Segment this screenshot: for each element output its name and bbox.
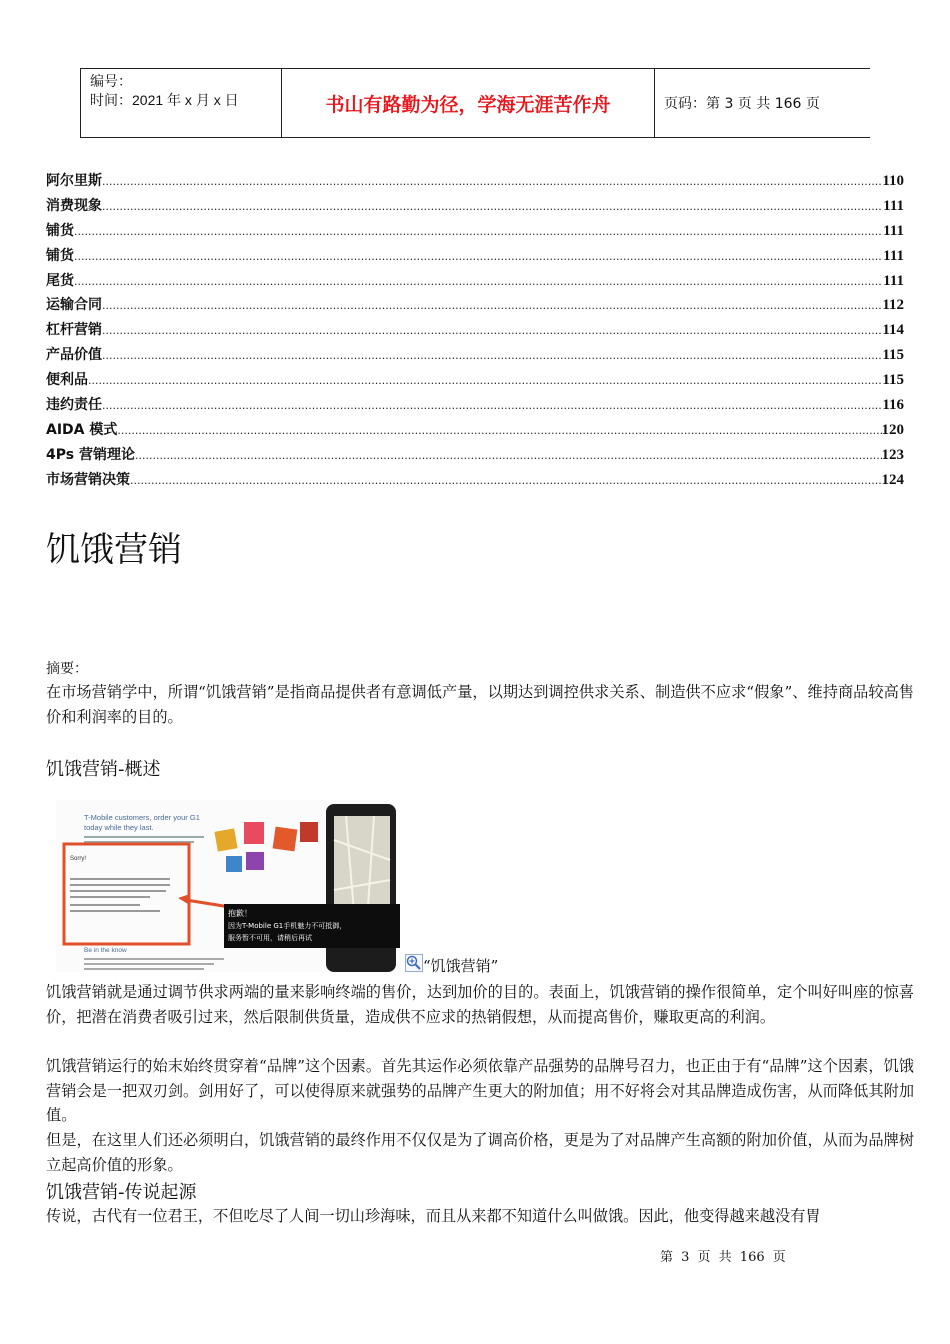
page-footer: 第 3 页 共 166 页 (660, 1250, 786, 1265)
paragraph-1: 饥饿营销就是通过调节供求两端的量来影响终端的售价，达到加价的目的。表面上，饥饿营销的操作很简单，定个叫好叫座的惊喜价，把潜在消费者吸引过来，然后限制供货量，造成供不应求的热销假想，从而提高售价，赚取更高的利润。 (46, 983, 914, 1026)
toc-leader-dots (102, 347, 882, 363)
toc-entry[interactable] (46, 270, 904, 295)
toc-entry[interactable] (46, 245, 904, 270)
toc-entry-page: 111 (883, 247, 904, 264)
figure-text-sorry: Sorry! (70, 856, 87, 862)
toc-entry-title: 产品价值 (46, 347, 102, 364)
header-page-info: 页码：第 3 页 共 166 页 (664, 96, 820, 112)
toc-entry-page: 124 (881, 471, 904, 488)
toc-entry-title: 4Ps 营销理论 (46, 446, 135, 463)
toc-entry[interactable] (46, 419, 904, 444)
toc-leader-dots (117, 422, 881, 438)
section-heading-overview: 饥饿营销-概述 (46, 759, 161, 780)
toc-leader-dots (135, 447, 882, 463)
toc-entry-title: 铺货 (46, 222, 74, 239)
toc-entry-title: 铺货 (46, 247, 74, 264)
figure-cn-line1: 抱歉！ (228, 909, 252, 918)
figure-caption: “饥饿营销” (423, 957, 499, 975)
toc-entry[interactable] (46, 394, 904, 419)
toc-leader-dots (88, 372, 882, 388)
toc-leader-dots (74, 223, 883, 239)
toc-leader-dots (130, 472, 882, 488)
paragraph-4: 传说，古代有一位君王，不但吃尽了人间一切山珍海味，而且从来都不知道什么叫做饿。因此，他变得越来越没有胃 (46, 1207, 821, 1225)
toc-entry-page: 123 (881, 446, 904, 463)
toc-entry[interactable] (46, 195, 904, 220)
toc-entry[interactable] (46, 319, 904, 344)
toc-entry-title: AIDA 模式 (46, 421, 118, 438)
toc-entry-title: 杠杆营销 (46, 322, 102, 339)
toc-entry[interactable] (46, 294, 904, 319)
toc-entry-title: 便利品 (46, 372, 88, 389)
toc-entry-page: 110 (882, 173, 904, 189)
table-of-contents (46, 170, 904, 494)
toc-entry-page: 111 (883, 272, 904, 289)
header-motto: 书山有路勤为径，学海无涯苦作舟 (282, 69, 655, 137)
zoom-in-icon[interactable] (405, 954, 423, 972)
figure-text-known: Be in the know (84, 947, 127, 954)
toc-entry-page: 112 (882, 297, 904, 314)
number-label: 编号： (90, 73, 132, 89)
toc-entry[interactable] (46, 444, 904, 469)
toc-entry[interactable] (46, 220, 904, 245)
toc-entry[interactable] (46, 170, 904, 195)
article-figure (56, 800, 400, 972)
article-title: 饥饿营销 (46, 530, 182, 570)
toc-entry-page: 120 (881, 421, 904, 438)
abstract-text: 在市场营销学中，所谓“饥饿营销”是指商品提供者有意调低产量，以期达到调控供求关系、制造供不应求“假象”、维持商品较高售价和利润率的目的。 (46, 683, 914, 726)
toc-entry-title: 运输合同 (46, 297, 102, 314)
time-label: 时间：2021 年 x 月 x 日 (90, 92, 239, 108)
toc-entry-page: 114 (882, 322, 904, 339)
toc-leader-dots (102, 322, 882, 338)
toc-entry[interactable] (46, 469, 904, 494)
toc-entry-title: 阿尔里斯 (46, 173, 102, 189)
toc-entry-page: 115 (882, 372, 904, 389)
paragraph-2: 饥饿营销运行的始末始终贯穿着“品牌”这个因素。首先其运作必须依靠产品强势的品牌号召力，也正由于有“品牌”这个因素，饥饿营销会是一把双刃剑。剑用好了，可以使得原来就强势的品牌产生更大的附加值；用不好将会对其品牌造成伤害，从而降低其附加值。 (46, 1057, 914, 1124)
header-meta (80, 69, 282, 137)
toc-entry-title: 尾货 (46, 272, 74, 289)
figure-cn-line3: 服务暂不可用，请稍后再试 (228, 934, 312, 942)
toc-entry[interactable] (46, 344, 904, 369)
abstract-label: 摘要： (46, 661, 88, 677)
page-header (80, 68, 870, 138)
toc-leader-dots (102, 198, 883, 214)
tmobile-g1-image (56, 800, 400, 972)
toc-entry-title: 市场营销决策 (46, 471, 130, 488)
toc-entry-title: 消费现象 (46, 197, 102, 214)
figure-cn-line2: 因为T-Mobile G1手机魅力不可抵御， (228, 922, 347, 930)
toc-entry-page: 116 (882, 397, 904, 414)
toc-entry-title: 违约责任 (46, 397, 102, 414)
section-heading-origin: 饥饿营销-传说起源 (46, 1182, 197, 1203)
toc-leader-dots (74, 273, 883, 289)
figure-text-top1: T-Mobile customers, order your G1 (84, 813, 200, 822)
paragraph-3: 但是，在这里人们还必须明白，饥饿营销的最终作用不仅仅是为了调高价格，更是为了对品牌产生高额的附加价值，从而为品牌树立起高价值的形象。 (46, 1131, 914, 1174)
toc-entry-page: 111 (883, 222, 904, 239)
toc-leader-dots (102, 173, 882, 189)
figure-text-top2: today while they last. (84, 823, 154, 832)
toc-entry-page: 115 (882, 347, 904, 364)
toc-leader-dots (74, 248, 883, 264)
toc-leader-dots (102, 397, 882, 413)
toc-leader-dots (102, 297, 882, 313)
toc-entry-page: 111 (883, 197, 904, 214)
toc-entry[interactable] (46, 369, 904, 394)
